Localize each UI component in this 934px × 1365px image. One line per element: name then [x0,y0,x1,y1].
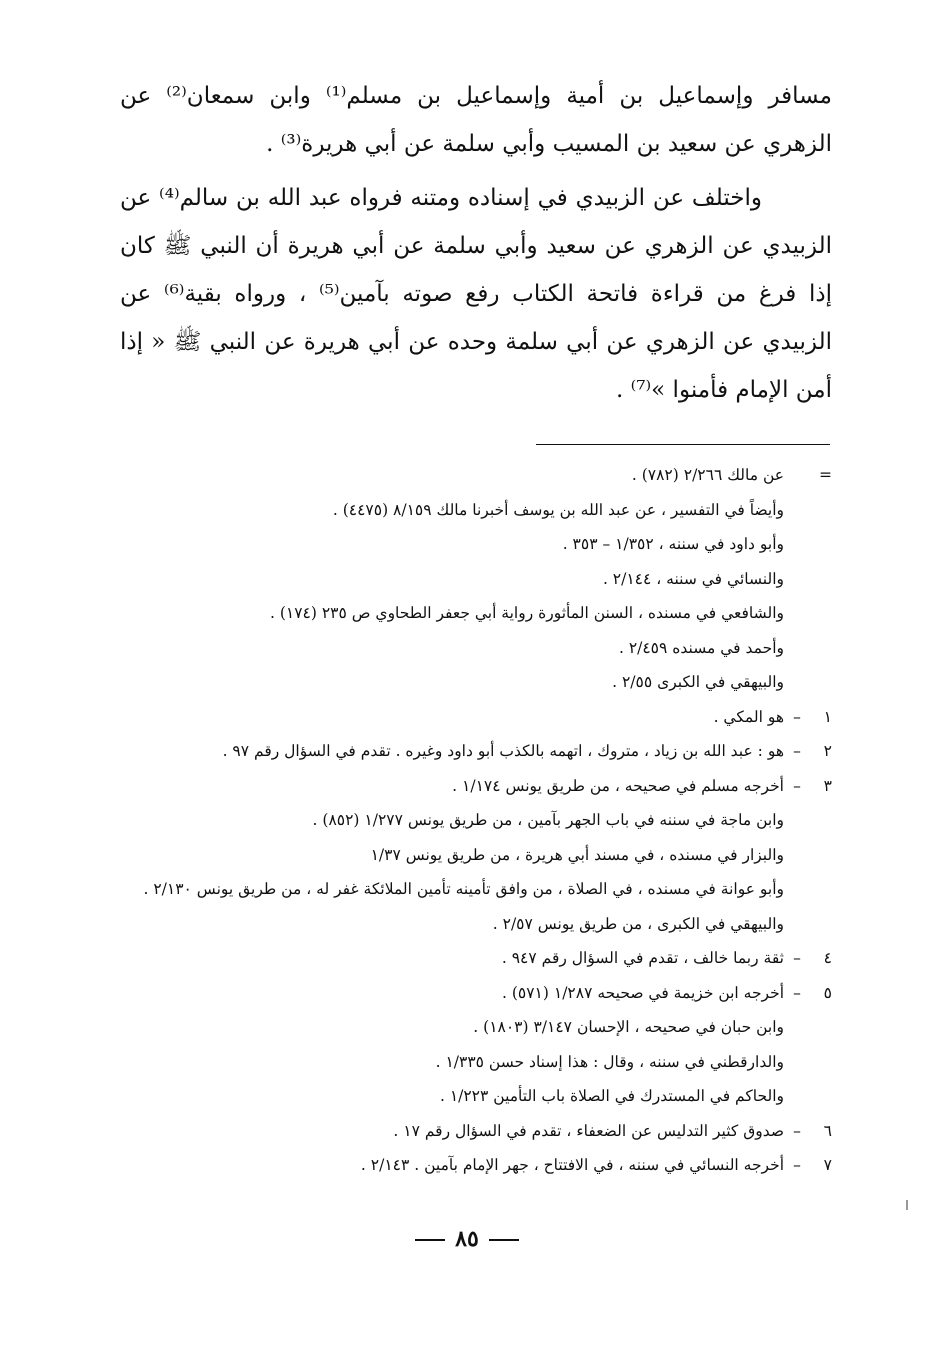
footnote-line [120,493,832,528]
footnote-text: أخرجه مسلم في صحيحه ، من طريق يونس ١/١٧٤ . [452,776,784,795]
footnote-text: والدارقطني في سننه ، وقال : هذا إسناد حسن ١/٣٣٥ . [435,1052,784,1071]
footnote-line [120,838,832,873]
footnote-number: ٣ [823,776,832,795]
footnote-dash: – [793,1156,801,1174]
scan-mark [906,1200,908,1210]
footnote-dash: – [793,983,801,1002]
footnote-line [120,1045,832,1080]
footnote-dash: – [793,776,801,795]
footnote-line [120,1010,832,1045]
footnote-number: ٧ [823,1156,832,1174]
footnote-text: وابن ماجة في سننه في باب الجهر بآمين ، من طريق يونس ١/٢٧٧ (٨٥٢) . [312,811,784,829]
footnotes [120,458,832,1183]
footnote-line [120,1079,832,1114]
footnote-text: والبزار في مسنده ، في مسند أبي هريرة ، من طريق يونس ١/٣٧ [370,845,784,864]
page-number-dash [489,1239,519,1241]
footnote-line [120,631,832,666]
footnote-number: ٤ [823,949,832,967]
footnote-line [120,907,832,942]
footnote-number: = [819,466,832,484]
footnote-number: ٥ [823,983,832,1002]
footnote-text: والنسائي في سننه ، ٢/١٤٤ . [602,569,784,588]
footnote-line [120,803,832,838]
footnote-line [120,596,832,631]
footnote-line [120,562,832,597]
footnote-line [120,734,832,769]
footnote-text: صدوق كثير التدليس عن الضعفاء ، تقدم في السؤال رقم ١٧ . [393,1121,784,1140]
footnote-dash: – [793,949,801,967]
footnote-line [120,976,832,1011]
footnote-text: والحاكم في المستدرك في الصلاة باب التأمين ١/٢٢٣ . [439,1087,784,1105]
main-text [120,72,832,414]
footnote-text: والشافعي في مسنده ، السنن المأثورة رواية أبي جعفر الطحاوي ص ٢٣٥ (١٧٤) . [269,604,784,622]
footnote-line [120,872,832,907]
footnote-dash: – [793,742,801,760]
footnote-line [120,527,832,562]
footnote-text: وأيضاً في التفسير ، عن عبد الله بن يوسف أخبرنا مالك ٨/١٥٩ (٤٤٧٥) . [332,500,784,519]
footnote-line [120,665,832,700]
paragraph-2: واختلف عن الزبيدي في إسناده ومتنه فرواه عبد الله بن سالم⁽⁴⁾ عن الزبيدي عن الزهري عن سعيد وأبي سلمة عن أبي هريرة أن النبي ﷺ كان إذا فرغ من قراءة فاتحة الكتاب رفع صوته بآمين⁽⁵⁾ ، ورواه بقية⁽⁶⁾ عن الزبيدي عن الزهري عن أبي سلمة وحده عن أبي هريرة عن النبي ﷺ « إذا أمن الإمام فأمنوا »⁽⁷⁾ . [120,185,832,403]
footnote-text: هو : عبد الله بن زياد ، متروك ، اتهمه بالكذب أبو داود وغيره . تقدم في السؤال رقم ٩٧ . [222,742,784,760]
page-number-dash [415,1239,445,1241]
footnote-dash: – [793,1121,801,1140]
footnote-line [120,941,832,976]
footnote-text: وأحمد في مسنده ٢/٤٥٩ . [618,638,784,657]
footnote-line [120,769,832,804]
footnote-dash: – [793,707,801,726]
footnote-text: هو المكي . [713,707,784,726]
footnote-text: وأبو داود في سننه ، ١/٣٥٢ – ٣٥٣ . [562,535,784,553]
footnote-text: أخرجه ابن خزيمة في صحيحه ١/٢٨٧ (٥٧١) . [502,983,784,1002]
footnote-number: ٦ [823,1121,832,1140]
footnote-text: عن مالك ٢/٢٦٦ (٧٨٢) . [631,466,784,484]
footnote-line [120,458,832,493]
footnote-text: وابن حبان في صحيحه ، الإحسان ٣/١٤٧ (١٨٠٣) . [473,1018,784,1036]
footnote-line [120,1148,832,1183]
page-number [0,1226,934,1252]
footnote-text: والبيهقي في الكبرى ٢/٥٥ . [612,673,784,691]
footnote-text: والبيهقي في الكبرى ، من طريق يونس ٢/٥٧ . [492,914,784,933]
footnote-number: ٢ [823,742,832,760]
footnote-text: وأبو عوانة في مسنده ، في الصلاة ، من وافق تأمينه تأمين الملائكة غفر له ، من طريق يونس ٢/١٣٠ . [143,880,784,898]
page-number-value: ٨٥ [455,1226,479,1252]
footnote-separator [536,444,830,445]
footnote-line [120,700,832,735]
paragraph-1: مسافر وإسماعيل بن أمية وإسماعيل بن مسلم⁽¹⁾ وابن سمعان⁽²⁾ عن الزهري عن سعيد بن المسيب وأبي سلمة عن أبي هريرة⁽³⁾ . [120,83,832,157]
footnote-text: أخرجه النسائي في سننه ، في الافتتاح ، جهر الإمام بآمين . ٢/١٤٣ . [360,1156,784,1174]
footnote-text: ثقة ربما خالف ، تقدم في السؤال رقم ٩٤٧ . [501,949,784,967]
footnote-line [120,1114,832,1149]
footnote-number: ١ [823,707,832,726]
